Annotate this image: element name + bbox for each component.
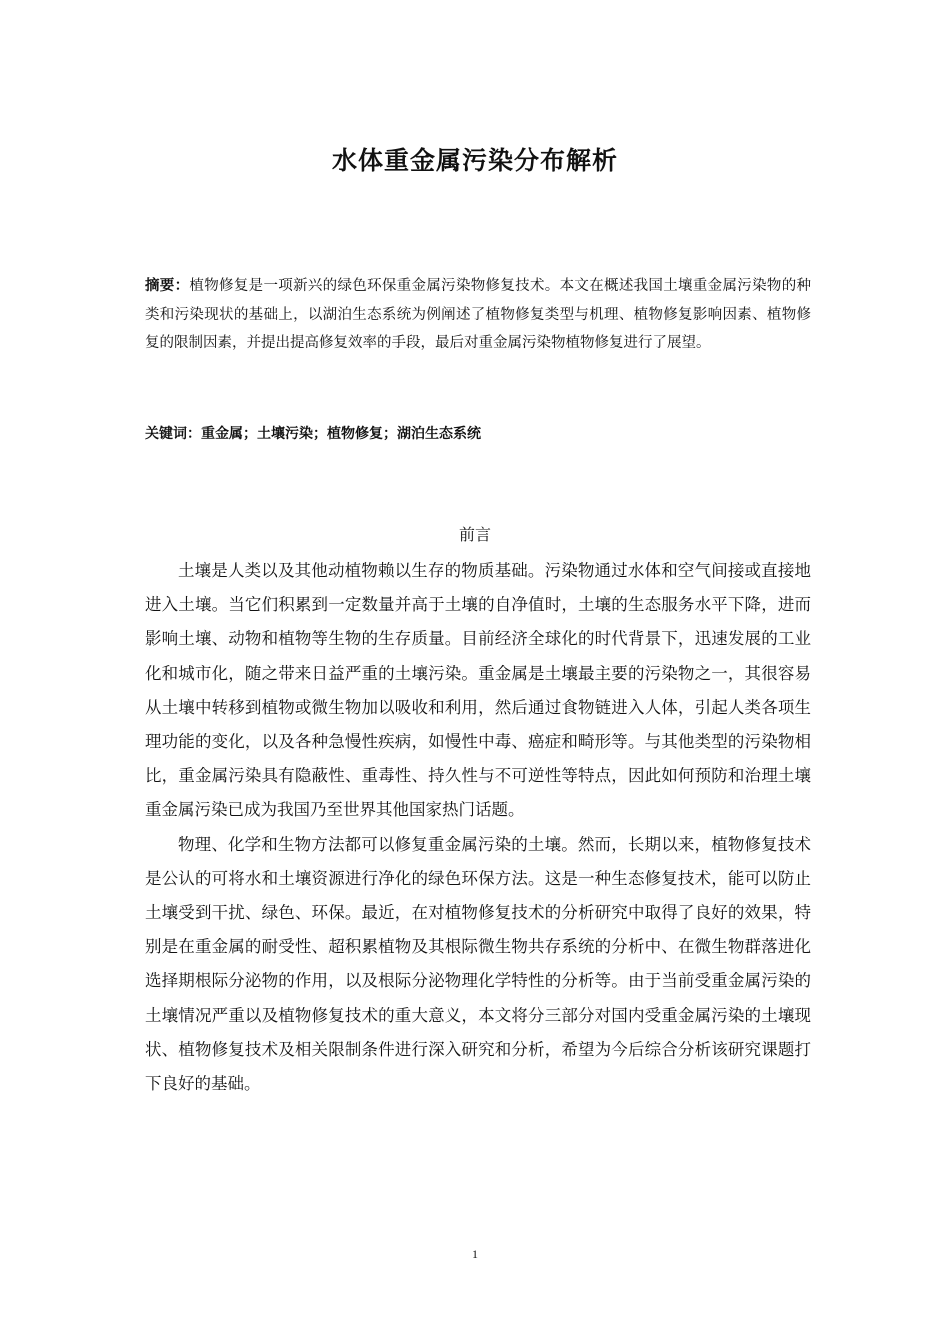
- abstract-text: 植物修复是一项新兴的绿色环保重金属污染物修复技术。本文在概述我国土壤重金属污染物的种类和污染现状的基础上，以湖泊生态系统为例阐述了植物修复类型与机理、植物修复影响因素、植物修复的限制因素，并提出提高修复效率的手段，最后对重金属污染物植物修复进行了展望。: [145, 278, 811, 351]
- abstract-label: 摘要：: [145, 278, 190, 294]
- body-text: [145, 554, 811, 1101]
- document-title: 水体重金属污染分布解析: [331, 146, 618, 175]
- paragraph: 物理、化学和生物方法都可以修复重金属污染的土壤。然而，长期以来，植物修复技术是公认的可将水和土壤资源进行净化的绿色环保方法。这是一种生态修复技术，能可以防止土壤受到干扰、绿色、环保。最近，在对植物修复技术的分析研究中取得了良好的效果，特别是在重金属的耐受性、超积累植物及其根际微生物共存系统的分析中、在微生物群落进化选择期根际分泌物的作用，以及根际分泌物理化学特性的分析等。由于当前受重金属污染的土壤情况严重以及植物修复技术的重大意义，本文将分三部分对国内受重金属污染的土壤现状、植物修复技术及相关限制条件进行深入研究和分析，希望为今后综合分析该研究课题打下良好的基础。: [145, 834, 811, 1094]
- paragraph: 土壤是人类以及其他动植物赖以生存的物质基础。污染物通过水体和空气间接或直接地进入土壤。当它们积累到一定数量并高于土壤的自净值时，土壤的生态服务水平下降，进而影响土壤、动物和植物等生物的生存质量。目前经济全球化的时代背景下，迅速发展的工业化和城市化，随之带来日益严重的土壤污染。重金属是土壤最主要的污染物之一，其很容易从土壤中转移到植物或微生物加以吸收和利用，然后通过食物链进入人体，引起人类各项生理功能的变化，以及各种急慢性疾病，如慢性中毒、癌症和畸形等。与其他类型的污染物相比，重金属污染具有隐蔽性、重毒性、持久性与不可逆性等特点，因此如何预防和治理土壤重金属污染已成为我国乃至世界其他国家热门话题。: [145, 561, 811, 820]
- keywords: 关键词：重金属；土壤污染；植物修复；湖泊生态系统: [145, 426, 481, 442]
- abstract: [145, 272, 811, 358]
- section-heading: 前言: [458, 525, 491, 544]
- page-number: 1: [472, 1247, 478, 1261]
